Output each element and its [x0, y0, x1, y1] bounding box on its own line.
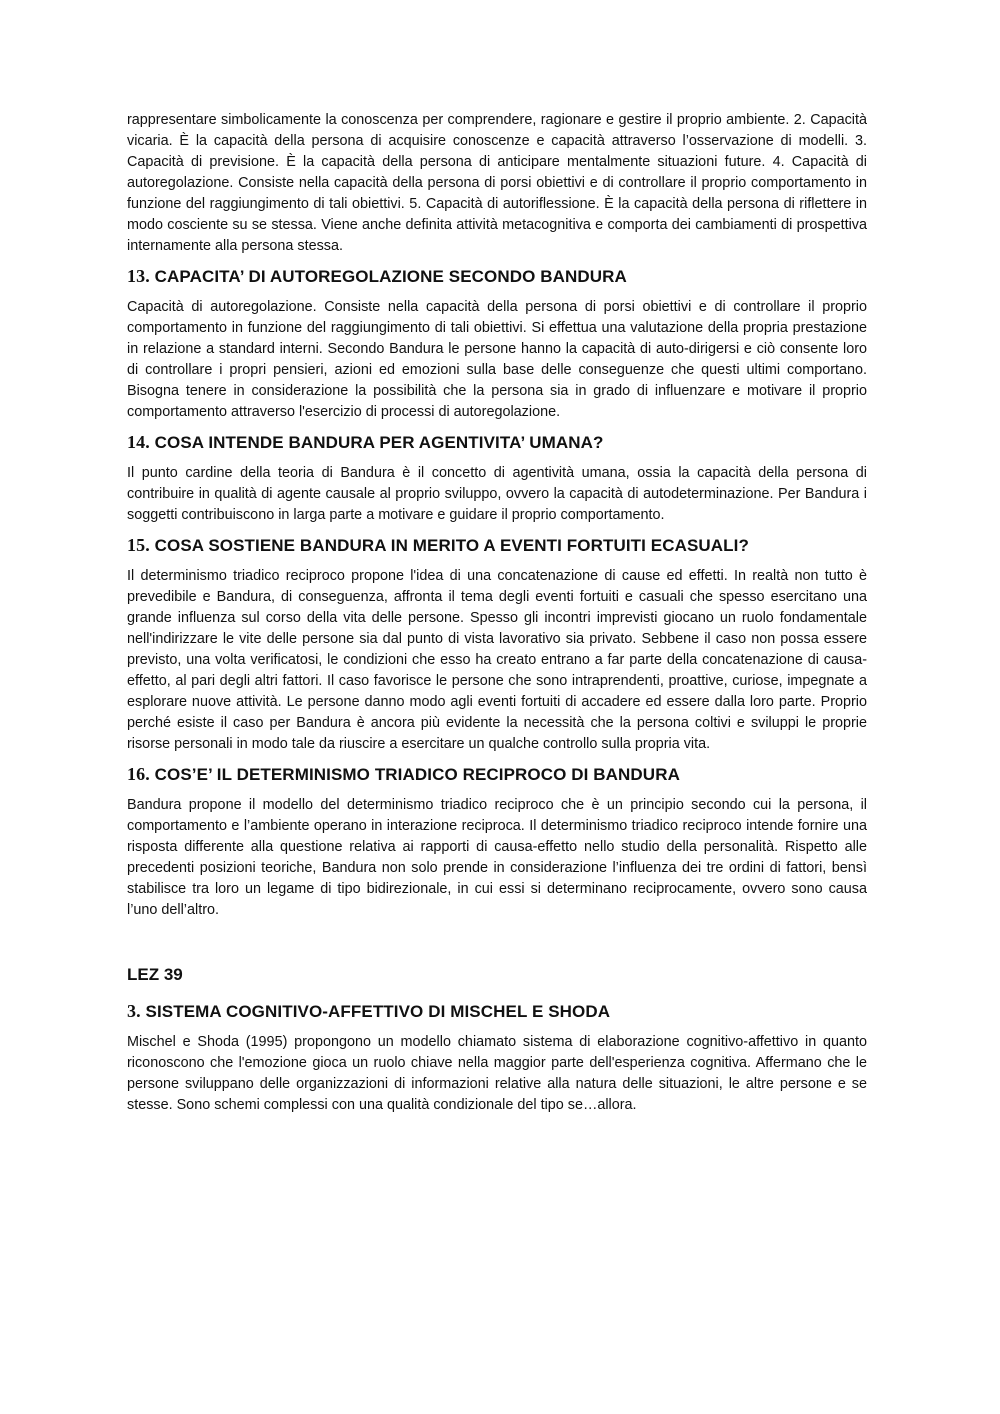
section-heading	[127, 264, 867, 289]
section-14	[127, 430, 867, 526]
section-body: Capacità di autoregolazione. Consiste nella capacità della persona di porsi obiettivi e di controllare il proprio comportamento in funzione del raggiungimento di tali obiettivi. Si effettua una valutazione della propria prestazione in relazione a standard interni. Secondo Bandura le persone hanno la capacità di auto-dirigersi e ciò consente loro di controllare i propri pensieri, azioni ed emozioni sulla base delle conseguenze che questi ultimi comportano. Bisogna tenere in considerazione la possibilità che la persona sia in grado di influenzare e motivare il proprio comportamento attraverso l'esercizio di processi di autoregolazione.	[127, 299, 867, 420]
section-heading	[127, 533, 867, 558]
section-body: Bandura propone il modello del determinismo triadico reciproco che è un principio secondo cui la persona, il comportamento e l’ambiente operano in interazione reciproca. Il determinismo triadico reciproco intende fornire una risposta differente alla questione relativa ai rapporti di causa-effetto nello studio della personalità. Rispetto alle precedenti posizioni teoriche, Bandura non solo prende in considerazione l’influenza dei tre ordini di fattori, bensì stabilisce tra loro un legame di tipo bidirezionale, in cui essi si determinano reciprocamente, ovvero sono causa l’uno dell’altro.	[127, 797, 867, 918]
section-number: 3.	[127, 1001, 141, 1021]
section-number: 14.	[127, 432, 150, 452]
intro-paragraph: rappresentare simbolicamente la conoscenza per comprendere, ragionare e gestire il proprio ambiente. 2. Capacità vicaria. È la capacità della persona di acquisire conoscenze e capacità attraverso l’osservazione di modelli. 3. Capacità di previsione. È la capacità della persona di anticipare mentalmente situazioni future. 4. Capacità di autoregolazione. Consiste nella capacità della persona di porsi obiettivi e di controllare il proprio comportamento in funzione del raggiungimento di tali obiettivi. 5. Capacità di autoriflessione. È la capacità della persona di riflettere in modo cosciente su se stessa. Viene anche definita attività metacognitiva e comporta dei cambiamenti di prospettiva internamente alla persona stessa.	[127, 112, 867, 254]
section-heading	[127, 762, 867, 787]
document-page	[127, 110, 867, 1116]
section-title: COSA SOSTIENE BANDURA IN MERITO A EVENTI FORTUITI ECASUALI?	[154, 536, 749, 555]
section-heading	[127, 430, 867, 455]
lesson-label: LEZ 39	[127, 965, 183, 984]
section-15	[127, 533, 867, 755]
section-body: Il determinismo triadico reciproco propone l'idea di una concatenazione di cause ed effetti. In realtà non tutto è prevedibile e Bandura, di conseguenza, affronta il tema degli eventi fortuiti e casuali che spesso esercitano una grande influenza sul corso della vita delle persone. Spesso gli incontri imprevisti giocano un ruolo fondamentale nell'indirizzare le vite delle persone sia dal punto di vista lavorativo sia privato. Sebbene il caso non possa essere previsto, una volta verificatosi, le condizioni che esso ha creato entrano a far parte della concatenazione di causa-effetto, al pari degli altri fattori. Il caso favorisce le persone che sono intraprendenti, proattive, curiose, impegnate a esplorare nuove attività. Le persone danno modo agli eventi fortuiti di accadere ed essere dalla loro parte. Proprio perché esiste il caso per Bandura è ancora più evidente la necessità che la persona coltivi e sviluppi le proprie risorse personali in modo tale da riuscire a esercitare un qualche controllo sulla propria vita.	[127, 568, 867, 752]
section-title: COSA INTENDE BANDURA PER AGENTIVITA’ UMANA?	[154, 433, 604, 452]
section-heading	[127, 999, 867, 1024]
section-mischel-shoda	[127, 999, 867, 1116]
section-number: 15.	[127, 535, 150, 555]
section-title: CAPACITA’ DI AUTOREGOLAZIONE SECONDO BANDURA	[154, 267, 627, 286]
section-title: COS’E’ IL DETERMINISMO TRIADICO RECIPROCO DI BANDURA	[154, 765, 680, 784]
section-13	[127, 264, 867, 423]
section-16	[127, 762, 867, 921]
section-body: Mischel e Shoda (1995) propongono un modello chiamato sistema di elaborazione cognitivo-affettivo in quanto riconoscono che l'emozione gioca un ruolo chiave nella maggior parte dell'esperienza cognitiva. Affermano che le persone sviluppano delle organizzazioni di informazioni relative alla natura delle situazioni, le altre persone e se stesse. Sono schemi complessi con una qualità condizionale del tipo se…allora.	[127, 1034, 867, 1113]
section-number: 16.	[127, 764, 150, 784]
section-title: SISTEMA COGNITIVO-AFFETTIVO DI MISCHEL E SHODA	[145, 1002, 611, 1021]
section-body: Il punto cardine della teoria di Bandura è il concetto di agentività umana, ossia la capacità della persona di contribuire in qualità di agente causale al proprio sviluppo, ovvero la capacità di autodeterminazione. Per Bandura i soggetti contribuiscono in larga parte a motivare e guidare il proprio comportamento.	[127, 465, 867, 523]
section-number: 13.	[127, 266, 150, 286]
